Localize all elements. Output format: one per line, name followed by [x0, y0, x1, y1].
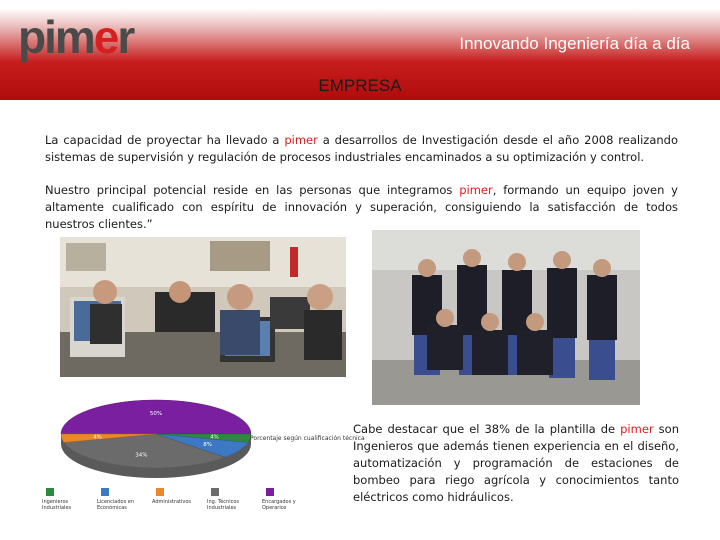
- pie-value-label: 34%: [135, 452, 148, 459]
- pie-value-label: 50%: [149, 410, 163, 417]
- legend-label: Encargados y Operarios: [262, 499, 296, 511]
- paragraph-team: Nuestro principal potencial reside en las personas que integramos pimer, formando un equipo joven y altamente cualificado con espíritu de innovación y superación, consiguiendo la satisfacción de todos nuestros clientes.”: [45, 183, 678, 231]
- legend-group: [42, 488, 296, 511]
- office-photo: [60, 237, 346, 377]
- legend-label: Ing. Técnicos Industriales: [207, 499, 239, 511]
- paragraph-engineers: Cabe destacar que el 38% de la plantilla de pimer son Ingenieros que además tienen experiencia en el diseño, automatización y programación de estaciones de bombeo para riego agrícola y conocimientos tanto eléctricos como hidráulicos.: [353, 422, 679, 504]
- qualification-pie-chart: [36, 392, 365, 522]
- legend-swatch: [266, 488, 274, 496]
- section-title: EMPRESA: [318, 76, 402, 95]
- brand-name: pimer: [284, 133, 318, 147]
- pie-slice: [61, 400, 251, 434]
- legend-swatch: [101, 488, 109, 496]
- company-logo: pimer: [18, 11, 134, 63]
- legend-swatch: [46, 488, 54, 496]
- paragraph-intro: La capacidad de proyectar ha llevado a pimer a desarrollos de Investigación desde el año 2008 realizando sistemas de supervisión y regulación de procesos industriales encaminados a su optimización y control.: [45, 133, 678, 164]
- legend-swatch: [211, 488, 219, 496]
- team-photo: [372, 230, 640, 405]
- pie-value-label: 8%: [203, 442, 212, 449]
- legend-label: Licenciados en Económicas: [97, 499, 135, 511]
- brand-name: pimer: [620, 422, 654, 436]
- brand-name: pimer: [459, 183, 493, 197]
- tagline: Innovando Ingeniería día a día: [459, 34, 690, 53]
- legend-label: Administrativos: [152, 499, 191, 505]
- header-banner: [0, 0, 720, 100]
- legend-note: Porcentaje según cualificación técnica: [250, 435, 365, 442]
- legend-swatch: [156, 488, 164, 496]
- legend-label: Ingenieros Industriales: [42, 499, 72, 511]
- pie-value-label: 4%: [210, 434, 219, 441]
- pie-group: [61, 400, 251, 478]
- pie-value-label: 4%: [93, 434, 102, 441]
